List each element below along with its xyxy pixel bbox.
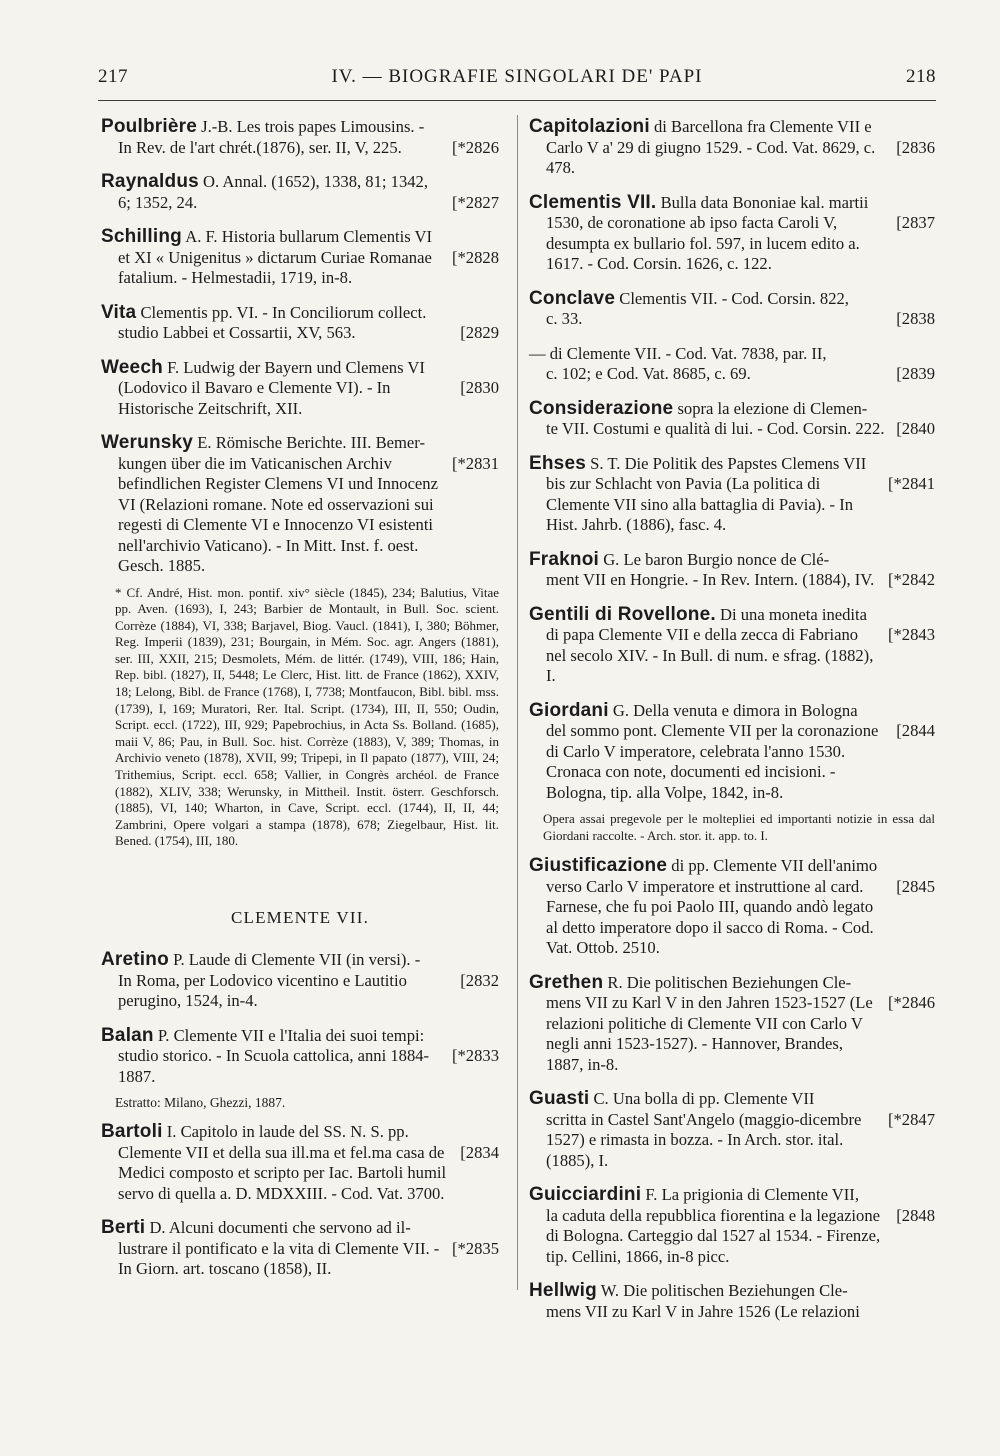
entry-initials: I. [166, 1122, 177, 1141]
entry-body: 6; 1352, 24. [118, 192, 198, 212]
entry-first-line: Clemente VII e l'Italia dei suoi tempi: [173, 1025, 425, 1045]
entry-first-line: sopra la elezione di Clemen- [677, 398, 868, 418]
entry-first-line: di pp. Clemente VII dell'animo [671, 856, 878, 876]
entry-author: Fraknoi [529, 548, 600, 570]
entry-note: Estratto: Milano, Ghezzi, 1887. [115, 1095, 286, 1110]
entry-author: Giustificazione [529, 855, 668, 877]
page-number-right: 218 [906, 66, 936, 87]
entry-body: mens VII zu Karl V in den Jahren 1523-1527 (Le relazioni politiche di Clemente VII con Carlo V negli anni 1523-1527). - Hannover, Brandes, 1887, in-8. [546, 993, 873, 1074]
running-title: IV. — BIOGRAFIE SINGOLARI DE' PAPI [331, 66, 703, 87]
entry-author: Clementis VII. [529, 191, 657, 213]
entry-initials: G. [612, 700, 630, 720]
entry-body: Clemente VII et della sua ill.ma et fel.ma casa de Medici composto et scripto per Iac. Bartoli humil servo di quella a. D. MDXXIII. - Cod. Vat. 3700. [118, 1142, 447, 1203]
entry-initials: J.-B. [201, 117, 233, 136]
entry-author: Guicciardini [529, 1184, 642, 1206]
entry-author: Giordani [529, 699, 609, 721]
entry-initials: A. F. [185, 227, 218, 246]
bib-entry-2833 [101, 1026, 499, 1088]
entry-author: Gentili di Rovellone. [529, 603, 716, 625]
bib-entry-2842 [529, 550, 935, 591]
entry-initials: F. [645, 1185, 658, 1205]
entry-initials: W. [600, 1281, 620, 1301]
entry-initials: O. [203, 172, 220, 191]
entry-number: [*2847 [887, 1109, 935, 1129]
entry-body: studio storico. - In Scuola cattolica, anni 1884-1887. [118, 1046, 430, 1086]
entry-number: [*2826 [451, 137, 499, 157]
entry-body: te VII. Costumi e qualità di lui. - Cod. Corsin. 222. [546, 419, 885, 438]
entry-number: [2848 [896, 1205, 935, 1225]
entry-body: bis zur Schlacht von Pavia (La politica di Clemente VII sino alla battaglia di Pavia). - In Hist. Jahrb. (1886), fasc. 4. [546, 474, 854, 534]
bib-entry-2839 [529, 344, 935, 385]
entry-author: Grethen [529, 971, 604, 993]
entry-initials: C. [593, 1089, 609, 1109]
bib-entry-2845 [529, 856, 935, 959]
bib-entry-2848 [529, 1185, 935, 1267]
entry-number: [2832 [460, 970, 499, 990]
entry-first-line: Clementis pp. VI. - In Conciliorum collect. [140, 302, 427, 322]
bib-entry-2831 [101, 433, 499, 577]
entry-first-line: Historia bullarum Clementis VI [221, 227, 433, 246]
entry-first-line: Della venuta e dimora in Bologna [633, 700, 858, 720]
bib-entry-2846 [529, 973, 935, 1076]
entry-body: la caduta della repubblica fiorentina e la legazione di Bologna. Carteggio dal 1527 al 1534. - Firenze, tip. Cellini, 1866, in-8 picc. [546, 1205, 881, 1266]
entry-number: [2837 [896, 213, 935, 232]
bib-entry-2841 [529, 454, 935, 536]
entry-author: Conclave [529, 287, 616, 309]
entry-author: Werunsky [101, 432, 194, 453]
entry-first-line: Alcuni documenti che servono ad il- [168, 1218, 411, 1237]
entry-first-line: Römische Berichte. III. Bemer- [215, 433, 426, 452]
column-divider [517, 115, 518, 1290]
entry-author: Weech [101, 356, 163, 378]
entry-number: [*2842 [887, 570, 935, 589]
entry-first-line: Bulla data Bononiae kal. martii [660, 192, 869, 212]
entry-body: Carlo V a' 29 di giugno 1529. - Cod. Vat. 8629, c. 478. [546, 137, 876, 177]
entry-number: [*2833 [451, 1046, 499, 1065]
entry-number: [*2828 [451, 247, 499, 267]
entry-author: Schilling [101, 226, 182, 247]
bib-entry-2847 [529, 1089, 935, 1171]
entry-body: verso Carlo V imperatore et instruttione al card. Farnese, che fu poi Paolo III, quando andò legato al detto imperatore dopo il sacco di Roma. - Cod. Vat. Ottob. 2510. [546, 876, 874, 958]
entry-body: kungen über die im Vaticanischen Archiv befindlichen Register Clemens VI und Innocenz VI (Relazioni romane. Note ed osservazioni sui regesti di Clemente VI e Innocenzo VI esistenti nell'archivio Vaticano). - In Mitt. Inst. f. oest. Gesch. 1885. [118, 453, 438, 575]
entry-initials: P. [157, 1025, 170, 1045]
entry-number: [2845 [896, 876, 935, 896]
bib-entry-2830 [101, 358, 499, 420]
entry-body: et XI « Unigenitus » dictarum Curiae Romanae fatalium. - Helmestadii, 1719, in-8. [118, 247, 432, 287]
entry-number: [*2827 [451, 192, 499, 212]
entry-first-line: Die politischen Beziehungen Cle- [623, 1281, 848, 1301]
entry-body: 1530, de coronatione ab ipso facta Caroli V, desumpta ex bullario fol. 597, in lucem edito a. 1617. - Cod. Corsin. 1626, c. 122. [546, 213, 860, 273]
entry-first-line: Ludwig der Bayern und Clemens VI [183, 357, 425, 377]
bib-entry-2837 [529, 193, 935, 275]
entry-body: In Rev. de l'art chrét.(1876), ser. II, V, 225. [118, 137, 402, 157]
bib-entry-2826 [101, 117, 499, 158]
entry-initials: F. [167, 357, 180, 377]
bib-entry-2832 [101, 950, 499, 1012]
bib-entry-2843 [529, 605, 935, 687]
entry-first-line: Capitolo in laude del SS. N. S. pp. [180, 1122, 409, 1141]
page-number-left: 217 [98, 66, 128, 87]
bib-entry-2844 [529, 701, 935, 804]
entry-initials: S. T. [590, 453, 621, 473]
entry-body: scritta in Castel Sant'Angelo (maggio-dicembre 1527) e rimasta in bozza. - In Arch. stor. ital. (1885), I. [546, 1109, 862, 1170]
entry-first-line: Una bolla di pp. Clemente VII [612, 1089, 815, 1109]
entry-author: Hellwig [529, 1280, 597, 1302]
entry-number: [*2846 [887, 993, 935, 1013]
entry-first-line: Laude di Clemente VII (in versi). - [188, 950, 421, 969]
entry-author: Ehses [529, 452, 586, 474]
entry-author: Berti [101, 1217, 146, 1238]
bib-entry-2838 [529, 289, 935, 330]
entry-number: [*2841 [887, 474, 935, 493]
entry-first-line: Les trois papes Limousins. - [236, 117, 425, 136]
left-column [101, 117, 499, 1294]
entry-author: Guasti [529, 1088, 590, 1110]
footnote: * Cf. André, Hist. mon. pontif. xiv° siècle (1845), 234; Balutius, Vitae pp. Aven. (1693), I, 243; Barbier de Montault, in Bull. Soc. scient. Corrèze (1884), VI, 338; Barjavel, Biog. Vaucl. (1841), I, 380; Böhmer, Reg. Imperii (1839), 231; Bourgain, in Mém. Soc. agr. Angers (1881), ser. III, XXII, 215; Desmolets, Mém. de littér. (1749), VIII, 186; Hain, Rep. bibl. (1827), II, 5448; Le Clerc, Hist. litt. de France (1862), XXIV, 18; Lelong, Bibl. de France (1768), I, 7738; Montfaucon, Bibl. bibl. mss. (1739), I, 169; Muratori, Rer. Ital. Script. (1734), III, II, 550; Oudin, Script. eccl. (1722), III, 929; Papebrochius, in Acta Ss. Bolland. (1685), maii V, 86; Pau, in Bull. Soc. hist. Corrèze (1883), V, 389; Thomas, in Archivio veneto (1878), XVII, 99; Tripepi, in Il papato (1877), VIII, 24; Trithemius, Script. eccl. 658; Vallier, in Congrès archéol. de France (1882), XLIV, 338; Werunsky, in Mittheil. Instit. österr. Geschforsch. (1885), VI, 140; Wharton, in Cave, Script. eccl. (1744), II, II, 44; Zambrini, Opere volgari a stampa (1878), 678; Ziegelbaur, Hist. lit. Bened. (1754), III, 180. [115, 584, 499, 849]
entry-body: ment VII en Hongrie. - In Rev. Intern. (1884), IV. [546, 570, 875, 589]
entry-initials: D. [149, 1218, 166, 1237]
entry-author: Raynaldus [101, 171, 199, 192]
entry-author: Vita [101, 301, 137, 323]
entry-number: [2844 [896, 721, 935, 740]
entry-author: Poulbrière [101, 116, 197, 137]
entry-author: Balan [101, 1024, 154, 1046]
entry-first-line: Clementis VII. - Cod. Corsin. 822, [619, 288, 849, 308]
entry-number: [2840 [896, 419, 935, 438]
entry-initials: R. [607, 972, 623, 992]
bib-entry-2828 [101, 227, 499, 289]
section-title: CLEMENTE VII. [230, 908, 370, 927]
entry-author: Bartoli [101, 1121, 163, 1142]
entry-body: mens VII zu Karl V in Jahre 1526 (Le relazioni [546, 1301, 860, 1321]
entry-initials: E. [197, 433, 212, 452]
entry-note: Opera assai pregevole per le moltepliei ed importanti notizie in essa dal Giordani raccolte. - Arch. stor. it. app. to. I. [543, 811, 935, 843]
entry-first-line: Di una moneta inedita [720, 604, 867, 624]
entry-number: [2836 [896, 137, 935, 157]
entry-body: lustrare il pontificato e la vita di Clemente VII. - In Giorn. art. toscano (1858), II. [118, 1238, 440, 1278]
entry-body: In Roma, per Lodovico vicentino e Lautitio perugino, 1524, in-4. [118, 970, 407, 1010]
bib-entry-2834 [101, 1122, 499, 1204]
entry-number: [*2835 [451, 1238, 499, 1258]
entry-body: del sommo pont. Clemente VII per la coronazione di Carlo V imperatore, celebrata l'anno 1530. Cronaca con note, documenti ed incisioni. - Bologna, tip. alla Volpe, 1842, in-8. [546, 721, 879, 802]
entry-first-line: Annal. (1652), 1338, 81; 1342, [222, 172, 428, 191]
page-header [98, 66, 936, 96]
entry-first-line: di Barcellona fra Clemente VII e [653, 117, 872, 136]
entry-first-line: Le baron Burgio nonce de Clé- [623, 549, 830, 569]
entry-first-line: La prigionia di Clemente VII, [661, 1185, 859, 1205]
bib-entry-2836 [529, 117, 935, 179]
entry-author: Aretino [101, 949, 169, 970]
header-rule [98, 100, 936, 101]
entry-body: c. 33. [546, 309, 583, 328]
entry-first-line: Die Politik des Papstes Clemens VII [624, 453, 867, 473]
entry-body: studio Labbei et Cossartii, XV, 563. [118, 323, 356, 342]
right-column [529, 117, 935, 1336]
entry-number [927, 1302, 935, 1323]
entry-initials: P. [173, 950, 185, 969]
bib-entry-2827 [101, 172, 499, 213]
entry-body: di papa Clemente VII e della zecca di Fabriano nel secolo XIV. - In Bull. di num. e sfrag. (1882), I. [546, 625, 874, 685]
entry-number: [2829 [460, 323, 499, 342]
entry-number: [*2831 [451, 453, 499, 473]
bib-entry-hellwig [529, 1281, 935, 1322]
bib-entry-2835 [101, 1218, 499, 1280]
entry-number: [2834 [460, 1142, 499, 1162]
entry-first-line: — di Clemente VII. - Cod. Vat. 7838, par. II, [529, 343, 827, 363]
entry-initials: G. [603, 549, 620, 569]
entry-number: [2830 [460, 378, 499, 397]
entry-first-line: Die politischen Beziehungen Cle- [626, 972, 852, 992]
entry-author: Capitolazioni [529, 116, 650, 137]
entry-body: (Lodovico il Bavaro e Clemente VI). - In Historische Zeitschrift, XII. [118, 378, 391, 418]
entry-body: c. 102; e Cod. Vat. 8685, c. 69. [546, 364, 751, 383]
bib-entry-2840 [529, 399, 935, 440]
bib-entry-2829 [101, 303, 499, 344]
entry-number: [*2843 [887, 625, 935, 644]
entry-number: [2839 [896, 364, 935, 383]
entry-author: Considerazione [529, 397, 674, 419]
entry-number: [2838 [896, 309, 935, 328]
